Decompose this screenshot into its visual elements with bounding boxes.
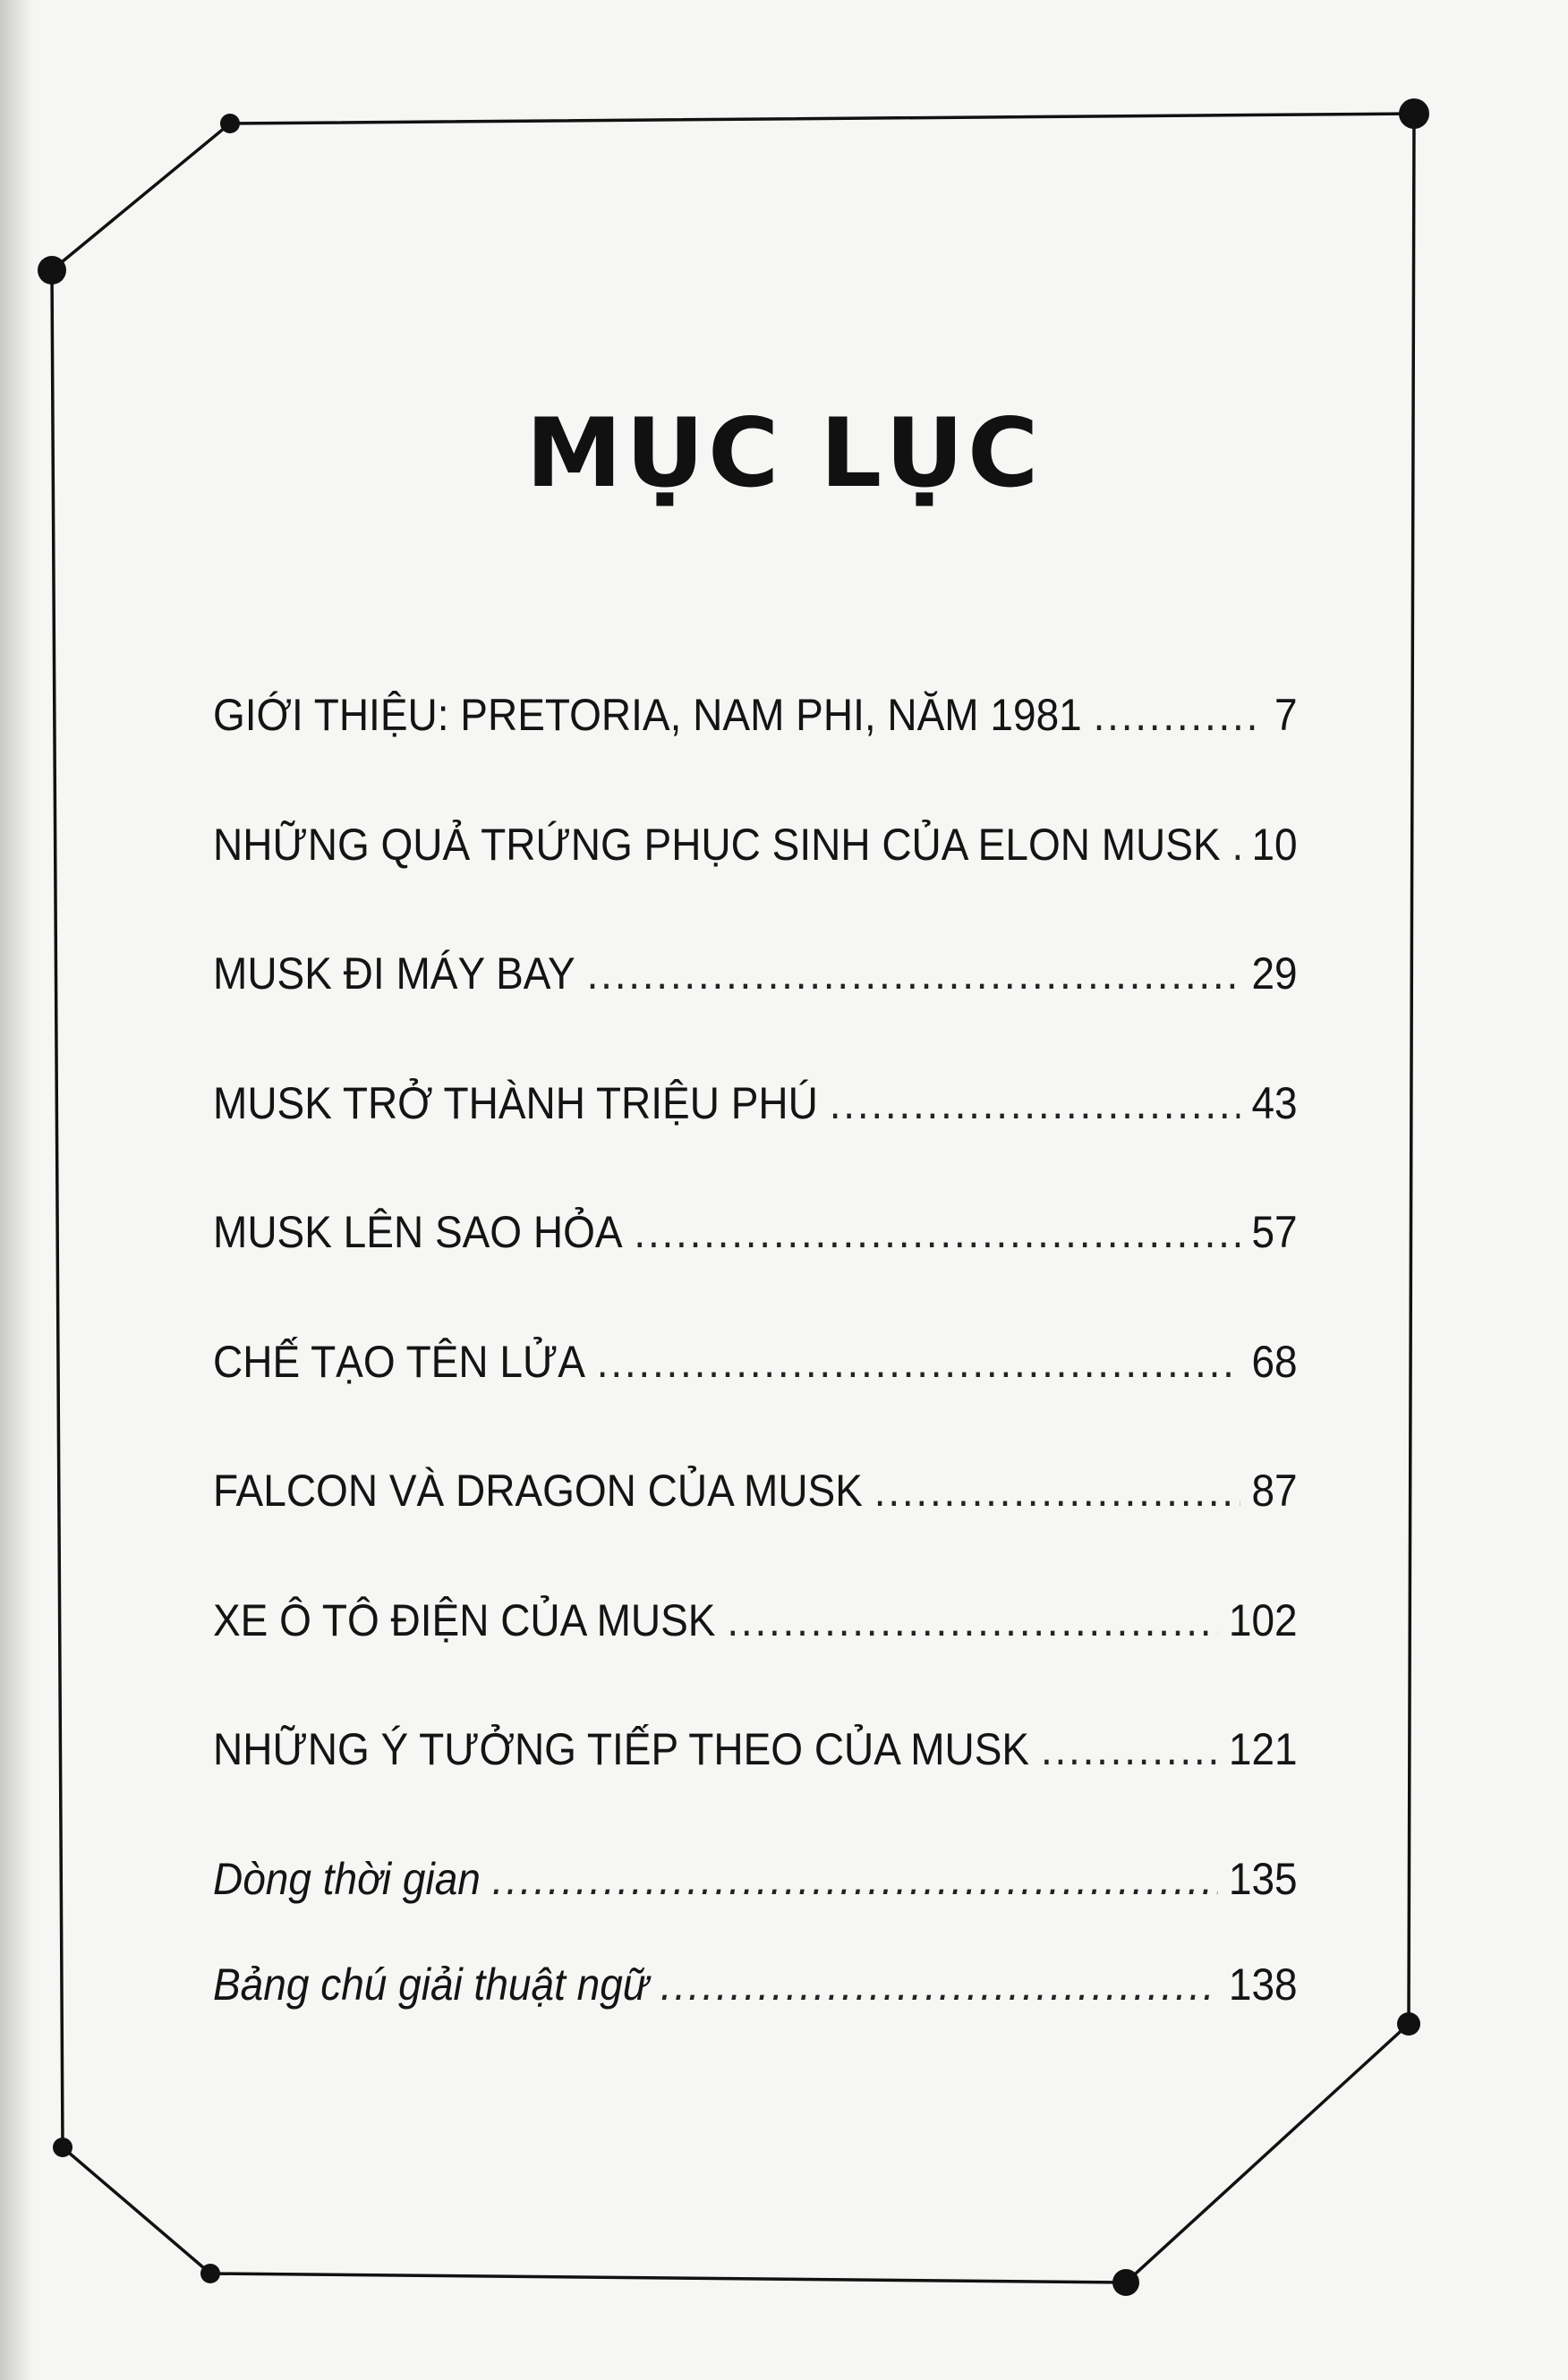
frame-line-top (230, 114, 1414, 123)
toc-entry-title: GIỚI THIỆU: PRETORIA, NAM PHI, NĂM 1981 (213, 690, 1082, 740)
frame-dot (1399, 98, 1429, 129)
toc-entry-title: XE Ô TÔ ĐIỆN CỦA MUSK (213, 1594, 716, 1645)
toc-dot-leader (1041, 1723, 1217, 1775)
toc-entry-title: Dòng thời gian (213, 1853, 481, 1904)
toc-entry-page: 135 (1228, 1853, 1298, 1904)
frame-dot (38, 256, 66, 285)
toc-entry-title: MUSK TRỞ THÀNH TRIỆU PHÚ (213, 1077, 818, 1128)
frame-line-bottom (210, 2274, 1126, 2282)
toc-entry[interactable] (213, 948, 1298, 1077)
toc-entry-title: MUSK LÊN SAO HỎA (213, 1207, 623, 1257)
frame-dot (220, 114, 240, 133)
toc-dot-leader (660, 1959, 1217, 2010)
toc-appendix-entry[interactable] (213, 1959, 1298, 2064)
toc-entry-page: 102 (1228, 1594, 1298, 1645)
toc-entry-page: 10 (1251, 819, 1298, 870)
toc-entry-page: 57 (1251, 1207, 1298, 1257)
toc-entry-title: NHỮNG Ý TƯỞNG TIẾP THEO CỦA MUSK (213, 1724, 1030, 1774)
toc-dot-leader (634, 1206, 1240, 1258)
page-title: MỤC LỤC (525, 398, 1043, 508)
toc-dot-leader (830, 1077, 1240, 1129)
toc-entry[interactable] (213, 1336, 1298, 1466)
frame-dot (1397, 2012, 1420, 2036)
toc-entry[interactable] (213, 819, 1298, 948)
toc-entry[interactable] (213, 1077, 1298, 1207)
frame-line-upper-left-diagonal (52, 123, 230, 270)
toc-entry-title: Bảng chú giải thuật ngữ (213, 1959, 649, 2010)
toc-dot-leader (492, 1853, 1217, 1905)
toc-entry-page: 43 (1251, 1077, 1298, 1128)
toc-entry[interactable] (213, 1594, 1298, 1724)
table-of-contents (213, 689, 1298, 2064)
toc-entry-title: CHẾ TẠO TÊN LỬA (213, 1336, 585, 1387)
toc-entry-title: MUSK ĐI MÁY BAY (213, 948, 575, 999)
frame-line-lower-left-diagonal (63, 2147, 210, 2274)
toc-dot-leader (874, 1465, 1240, 1517)
toc-dot-leader (1232, 819, 1240, 871)
frame-line-left (52, 270, 63, 2147)
toc-entry-page: 121 (1228, 1724, 1298, 1774)
toc-dot-leader (587, 948, 1240, 999)
toc-entry-title: NHỮNG QUẢ TRỨNG PHỤC SINH CỦA ELON MUSK (213, 819, 1221, 870)
toc-entry[interactable] (213, 689, 1298, 819)
toc-entry[interactable] (213, 1206, 1298, 1336)
frame-dot (53, 2138, 72, 2157)
frame-dot (200, 2264, 220, 2283)
toc-entry-page: 87 (1251, 1466, 1298, 1516)
toc-entry[interactable] (213, 1723, 1298, 1853)
toc-entry-page: 68 (1251, 1336, 1298, 1387)
toc-entry[interactable] (213, 1465, 1298, 1594)
toc-appendix-entry[interactable] (213, 1853, 1298, 1959)
toc-dot-leader (727, 1594, 1217, 1646)
toc-dot-leader (597, 1336, 1240, 1388)
frame-dot (1112, 2269, 1139, 2296)
toc-entry-page: 7 (1274, 690, 1298, 740)
toc-entry-page: 138 (1228, 1959, 1298, 2010)
toc-entry-title: FALCON VÀ DRAGON CỦA MUSK (213, 1466, 863, 1516)
toc-entry-page: 29 (1251, 948, 1298, 999)
toc-dot-leader (1094, 689, 1264, 741)
